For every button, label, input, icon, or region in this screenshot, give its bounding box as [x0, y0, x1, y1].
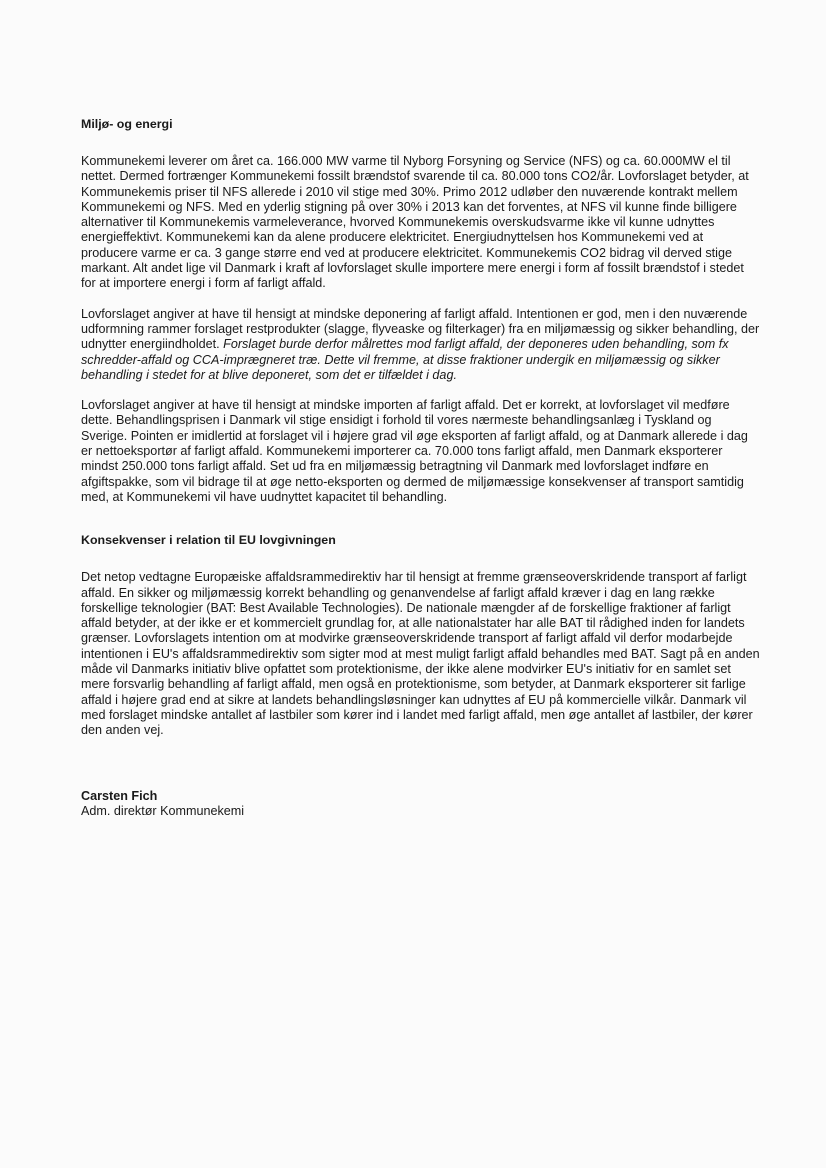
paragraph-landfill	[81, 307, 761, 383]
paragraph-landfill-text: Lovforslaget angiver at have til hensigt at mindske deponering af farligt affald. Intentionen er god, men i den nuværende udformning rammer forslaget restprodukter (slagge, flyveaske og filterkager) fra en miljømæssig og sikker behandling, der udnytter energiindholdet.	[81, 306, 760, 352]
letter-body	[81, 117, 761, 819]
signature-title: Adm. direktør Kommunekemi	[81, 803, 245, 818]
section-heading-energy: Miljø- og energi	[81, 117, 173, 131]
paragraph-import: Lovforslaget angiver at have til hensigt at mindske importen af farligt affald. Det er korrekt, at lovforslaget vil medføre dette. Behandlingsprisen i Danmark vil stige ensidigt i forhold til vores nærmeste behandlingsanlæg i Tyskland og Sverige. Pointen er imidlertid at forslaget vil i højere grad vil øge eksporten af farligt affald, og at Danmark allerede i dag er nettoeksportør af farligt affald. Kommunekemi importerer ca. 70.000 tons farligt affald, men Danmark eksporterer mindst 250.000 tons farligt affald. Set ud fra en miljømæssig betragtning vil Danmark med lovforslaget indføre en afgiftspakke, som vil bidrage til at øge netto-eksporten og dermed de miljømæssige konsekvenser af transport samtidig med, at Kommunekemi vil have uudnyttet kapacitet til behandling.	[81, 398, 748, 504]
signature-name: Carsten Fich	[81, 788, 158, 803]
paragraph-energy-supply: Kommunekemi leverer om året ca. 166.000 MW varme til Nyborg Forsyning og Service (NFS) og ca. 60.000MW el til nettet. Dermed fortrænger Kommunekemi fossilt brændstof svarende til ca. 80.000 tons CO2/år. Lovforslaget betyder, at Kommunekemis priser til NFS allerede i 2010 vil stige med 30%. Primo 2012 udløber den nuværende kontrakt mellem Kommunekemi og NFS. Med en yderlig stigning på over 30% i 2013 kan det forventes, at NFS vil kunne finde billigere alternativer til Kommunekemis varmeleverance, hvorved Kommunekemis overskudsvarme ikke vil kunne udnyttes energieffektivt. Kommunekemi kan da alene producere elektricitet. Energiudnyttelsen hos Kommunekemi ved at producere varme er ca. 3 gange større end ved at producere elektricitet. Kommunekemis CO2 bidrag vil derved stige markant. Alt andet lige vil Danmark i kraft af lovforslaget skulle importere mere energi i form af fossilt brændstof i stedet for at importere energi i form af farligt affald.	[81, 154, 749, 291]
paragraph-eu-directive: Det netop vedtagne Europæiske affaldsrammedirektiv har til hensigt at fremme grænseoverskridende transport af farligt affald. En sikker og miljømæssig korrekt behandling og genanvendelse af farligt affald kræver i dag en lang række forskellige teknologier (BAT: Best Available Technologies). De nationale mængder af de forskellige fraktioner af farligt affald betyder, at der ikke er et kommercielt grundlag for, at alle nationalstater har alle BAT til rådighed inden for landets grænser. Lovforslagets intention om at modvirke grænseoverskridende transport af farligt affald vil derfor modarbejde intentionen i EU's affaldsrammedirektiv som sigter mod at mest muligt farligt affald behandles med BAT. Sagt på en anden måde vil Danmarks initiativ blive opfattet som protektionisme, der ikke alene modvirker EU's initiativ for en samlet set mere forsvarlig behandling af farligt affald, men også en protektionisme, som betyder, at Danmark eksporterer sit farlige affald i højere grad end at sikre at landets behandlingsløsninger kan udnyttes af EU på kommercielle vilkår. Danmark vil med forslaget mindske antallet af lastbiler som kører ind i landet med farligt affald, men øge antallet af lastbiler, der kører den anden vej.	[81, 570, 760, 738]
paragraph-landfill-italic: Forslaget burde derfor målrettes mod farligt affald, der deponeres uden behandling, som fx schredder-affald og CCA-imprægneret træ. Dette vil fremme, at disse fraktioner undergik en miljømæssig og sikker behandling i stedet for at blive deponeret, som det er tilfældet i dag.	[81, 337, 729, 382]
section-heading-eu: Konsekvenser i relation til EU lovgivningen	[81, 533, 336, 548]
